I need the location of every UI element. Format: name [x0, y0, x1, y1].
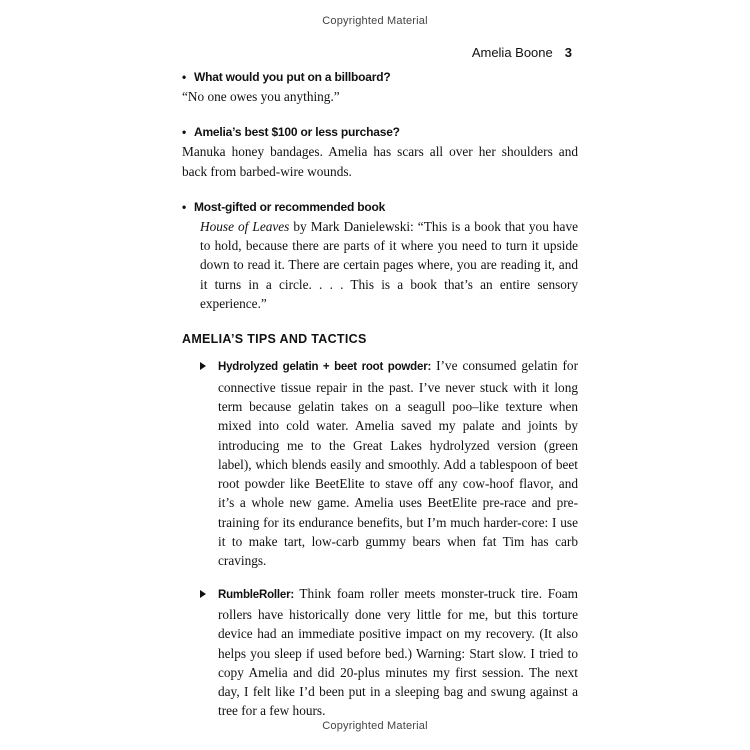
triangle-bullet-icon: [200, 362, 206, 370]
answer-text: [182, 217, 578, 313]
bullet-icon: •: [182, 70, 187, 84]
tip-lead: RumbleRoller:: [218, 588, 294, 601]
bullet-icon: •: [182, 125, 187, 140]
question-billboard: [182, 68, 578, 106]
running-head: [472, 45, 572, 60]
tip-body: I’ve consumed gelatin for connective tissue repair in the past. I’ve never stuck with it long term because gelatin takes on a seagull poo–like texture when mixed into cold water. Amelia saved my palate and joints by introducing me to the Great Lakes hydrolyzed version (green label), which blends easily and smoothly. Add a tablespoon of beet root powder like BeetElite to stave off any cow-hoof flavor, and it’s a whole new game. Amelia uses BeetElite pre-race and pre-training for its endurance benefits, but I’m much harder-core: I use it to make tart, low-carb gummy bears when fat Tim has carb cravings.: [218, 358, 579, 569]
tip-body: Think foam roller meets monster-truck tire. Foam rollers have historically done very little for me, but this torture device had an immediate positive impact on my recovery. (It also helps you sleep if used before bed.) Warning: Start slow. I tried to copy Amelia and did 20-plus minutes my first session. The next day, I felt like I’d been put in a sleeping bag and swung against a tree for a few hours.: [218, 585, 578, 719]
question-text: Amelia’s best $100 or less purchase?: [194, 125, 400, 140]
answer-text: “No one owes you anything.”: [182, 89, 340, 104]
book-quote: by Mark Danielewski: “This is a book that you have to hold, because there are parts of it where you need to turn it upside down to read it. There are certain pages where, you are reading it, and it turns in a circle. . . . This is a book that’s an entire sensory experience.”: [200, 218, 578, 312]
tip-item-gelatin: [182, 356, 578, 570]
answer-text: Manuka honey bandages. Amelia has scars all over her shoulders and back from barbed-wire wounds.: [182, 144, 578, 179]
tip-lead: Hydrolyzed gelatin + beet root powder:: [218, 361, 432, 374]
question-text: Most-gifted or recommended book: [194, 199, 386, 214]
copyright-watermark-bottom: Copyrighted Material: [322, 720, 428, 732]
copyright-watermark-top: Copyrighted Material: [322, 15, 428, 27]
question-text: What would you put on a billboard?: [194, 70, 391, 84]
question-best-purchase: [182, 123, 578, 181]
question-recommended-book: [182, 198, 578, 313]
running-head-author: Amelia Boone: [471, 45, 553, 60]
question-heading: [182, 198, 578, 217]
bullet-icon: •: [182, 199, 187, 214]
question-heading: [182, 68, 578, 87]
page-number: 3: [564, 45, 572, 60]
question-heading: [182, 123, 578, 142]
triangle-bullet-icon: [200, 590, 206, 598]
tip-item-rumbleroller: [182, 584, 578, 721]
section-heading: AMELIA’S TIPS AND TACTICS: [182, 332, 367, 347]
book-title: House of Leaves: [200, 218, 290, 234]
page-body: [182, 68, 578, 734]
